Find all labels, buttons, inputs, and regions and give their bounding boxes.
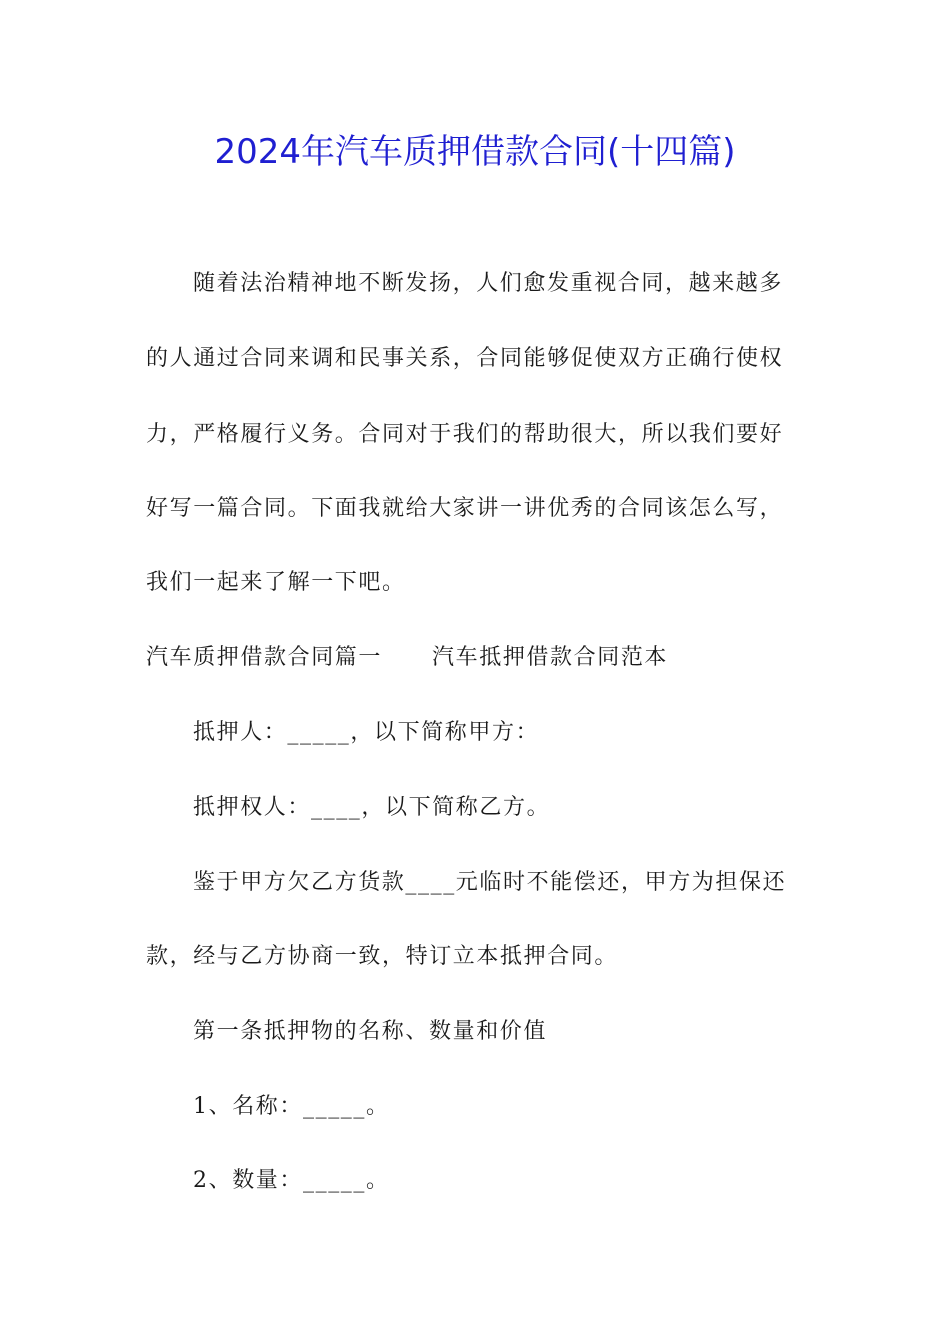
intro-line-5: 我们一起来了解一下吧。	[146, 570, 406, 595]
intro-line-3: 力，严格履行义务。合同对于我们的帮助很大，所以我们要好	[146, 422, 784, 447]
recital-line-1: 鉴于甲方欠乙方货款____元临时不能偿还，甲方为担保还	[193, 870, 787, 895]
article-1-item-quantity: 2、数量：_____。	[193, 1168, 390, 1193]
section-heading	[146, 643, 668, 673]
recital-line-2: 款，经与乙方协商一致，特订立本抵押合同。	[146, 944, 619, 969]
mortgagee-line: 抵押权人：____，以下简称乙方。	[193, 795, 551, 820]
article-1-heading: 第一条抵押物的名称、数量和价值	[193, 1019, 548, 1044]
section-heading-left: 汽车质押借款合同篇一	[146, 645, 383, 670]
intro-line-4: 好写一篇合同。下面我就给大家讲一讲优秀的合同该怎么写，	[146, 496, 784, 521]
intro-line-1: 随着法治精神地不断发扬，人们愈发重视合同，越来越多	[193, 271, 784, 296]
mortgagor-line: 抵押人：_____，以下简称甲方：	[193, 720, 540, 745]
section-heading-right: 汽车抵押借款合同范本	[432, 645, 669, 670]
intro-line-2: 的人通过合同来调和民事关系，合同能够促使双方正确行使权	[146, 346, 784, 371]
article-1-item-name: 1、名称：_____。	[193, 1094, 390, 1119]
document-title: 2024年汽车质押借款合同(十四篇)	[214, 132, 736, 172]
